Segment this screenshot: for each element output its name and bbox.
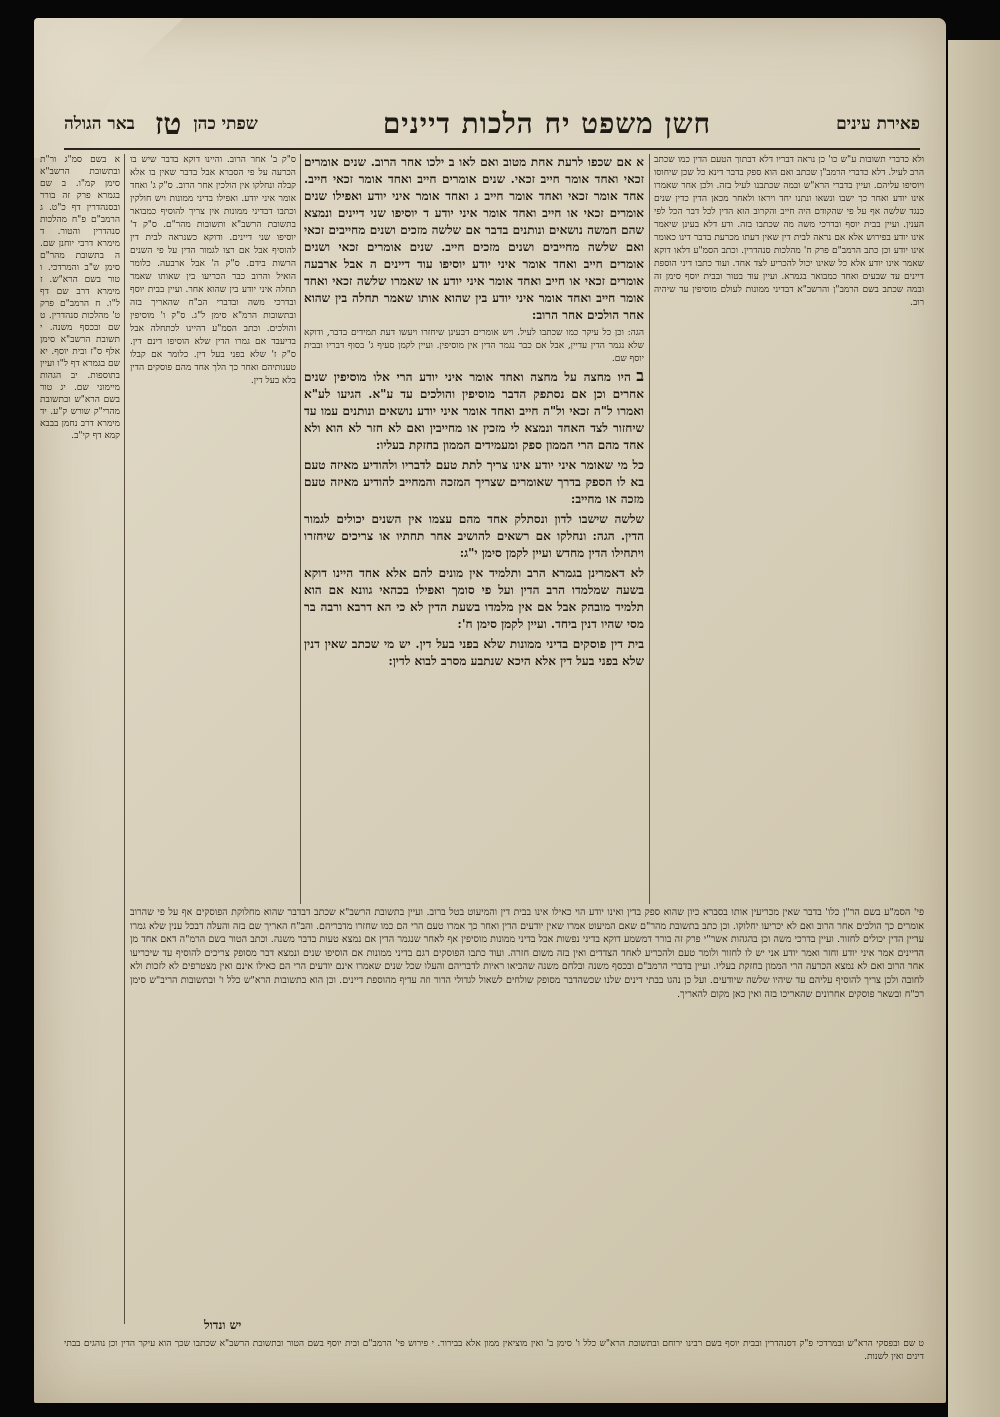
footnote-text: ט שם ובפסקי הרא"ש ובמרדכי פ"ק דסנהדרין ובבית יוסף בשם רבינו ירוחם ובתשובת הרא"ש כלל ו' סימן ב' ואין מוציאין ממון אלא בבירור. י פירוש פי' הרמב"ם ובית יוסף בשם הטור ובתשובת הרשב"א שכתבו שכך הוא עיקר הדין וכן נוהגים בבתי דינים ואין לשנות. bbox=[64, 1339, 924, 1362]
seif-g-text: כל מי שאומר איני יודע אינו צריך לתת טעם לדבריו ולהודיע מאיזה טעם בא לו הספק בדרך שאומרים שצריך המזכה והמחייב להודיע מאיזה טעם מזכה או מחייב: bbox=[304, 458, 644, 506]
beer-hagolah-column bbox=[40, 154, 120, 1314]
seif-v-text: בית דין פוסקים בדיני ממונות שלא בפני בעל דין. יש מי שכתב שאין דנין שלא בפני בעל דין אלא היכא שנתבע מסרב לבוא לדין: bbox=[304, 637, 644, 668]
lower-commentary-block bbox=[130, 906, 924, 1326]
bottom-footnote bbox=[64, 1338, 924, 1374]
main-text-opening: א אם שכפו לרעת אחת מטוב ואם לאו ב ילכו אחר הרוב. שנים אומרים זכאי ואחד אומר חייב זכאי. שנים אומרים חייב ואחד אומר זכאי חייב. אחד אומר זכאי ואחד אומר חייב ג ואחד אומר איני יודע ואפילו שנים אומרים זכאי או חייב ואחד אומר איני יודע ד יוסיפו שני דיינים ונמצא שהם חמשה נושאים ונותנים בדבר אם שלשה מזכים ושנים מחייבים זכאי ואם שלשה מחייבים ושנים מזכים חייב. שנים אומרים זכאי ושנים אומרים חייב ואחד אומר איני יודע יוסיפו עוד דיינים ה אבל ארבעה אומרים זכאי או חייב ואחד אומר איני יודע או שאמרו שלשה זכאי ואחד אומר חייב ואחד אומר איני יודע בין שהוא אותו שאמר תחלה בין שהוא אחר הולכים אחר הרוב: bbox=[304, 155, 644, 322]
marginal-title: באר הגולה bbox=[64, 114, 135, 134]
right-running-title: פאירת עינים bbox=[836, 114, 920, 134]
section-marker: יש ונדול bbox=[204, 1318, 242, 1332]
seif-letter: ב bbox=[636, 366, 644, 385]
left-title-group bbox=[64, 107, 258, 142]
main-text-column bbox=[304, 154, 644, 902]
hagah-gloss: הגה: וכן כל עיקר כמו שכתבו לעיל. ויש אומרים דבעינן שיחזרו ויעשו דעת תמידים בדבר, ודוקא שלא נגמר הדין עדיין, אבל אם כבר נגמר הדין אין מוסיפין. ועיין לקמן סעיף ג' בסוף דבריו ובבית יוסף שם. bbox=[304, 328, 644, 364]
right-commentary-column bbox=[654, 154, 924, 894]
center-running-title: חשן משפט יח הלכות דיינים bbox=[382, 107, 712, 140]
right-commentary-text: ולא כדברי תשובות ע"ש כו' כן נראה דבריו דלא דבתוך הטעם הדין כמו שכתב הרב לעיל. דלא כדברי הרמב"ן שכתב ואם הוא ספק בדבר דינא כל שכן שיחוסו ויוסיפו עליהם. ועיין בדברי הרא"ש ובמה שכתבנו לעיל בזה. ולכן אחר שאמרו אינו יודע ואחר כך ישבו ונשאו ונתנו יחד ויראו ולאחר מכאן הדין כדין שנים כנגד שלשה אף על פי שהקודם היה חייב והקרוב הוא הדין לכל דבר הכל לפי הענין. ועיין בבית יוסף ובדרכי משה מה שכתבו בזה. ודע דלא בעינן שיאמר אינו יודע בפירוש אלא אם נראה לבית דין שאין דעתו מכרעת בדבר דינו כאומר אינו יודע וכן כתב הרמב"ם פרק ח' מהלכות סנהדרין. וכתב הסמ"ע דלאו דוקא שאמר אינו יודע אלא כל שאינו יכול להכריע לצד אחד. ועוד כתבו דיני הוספת דיינים עד שבעים ואחד כמבואר בגמרא. ועיין עוד בטור ובבית יוסף סימן זה ובמה שכתב בשם הרמב"ן והרשב"א דבדיני ממונות לעולם מוסיפין עד שיהיה רוב. bbox=[654, 155, 924, 308]
lower-commentary-text: פי' הסמ"ע בשם הר"ן כלו' בדבר שאין מכריעין אותו בסברא כיון שהוא ספק בדין ואינו יודע הוי כאילו אינו בבית דין והמיעוט בטל ברוב. ועיין בתשובת הרשב"א שכתב דבדבר שהוא מחלוקת הפוסקים אף על פי שהרוב אומרים כך הולכים אחר הרוב ואם לא יכריעו יחלוקו. וכן כתב בתשובת מהר"ם שאם המיעוט אמרו שאין יודעים הדין ואחר כך אמרו טעם הרי הם כמו שחזרו מדבריהם. והב"ח האריך שם בזה והעלה דבכל ענין שלא גמרו עדיין הדין יכולים לחזור. ועיין בדרכי משה וכן בהגהות אשר"י פרק זה בורר דמשמע דוקא בדיני נפשות אבל בדיני ממונות מוסיפין אף לאחר שנגמר הדין אם נמצא טעות בדבר משנה. וכתב הטור בשם הרמ"ה דאם אחד מן הדיינים אמר איני יודע וחזר ואמר יודע אני יש לו לחזור ולומר טעם ולהכריע לאחד הצדדים ואין בזה משום חזרה. ועוד כתבו הפוסקים דגם בדיני ממונות אם הוסיפו שנים ונמצא דבר מסופק צריכים להוסיף עד שיכריעו אחר הרוב ואם לא נמצא הכרעה הרי הממון בחזקת בעליו. ועיין בדברי הרמב"ם ובכסף משנה ובלחם משנה שהביאו ראיות לדבריהם והעלו שכל שנים שאמרו אינם יודעים הרי הם כאילו אינם ואין מצטרפים לא לזכות ולא לחובה ולכן צריך להוסיף עליהם עד שיהיו שלשה שיודעים. ועל כן נהגו בבתי דינים שלנו שכשהדבר מסופק שולחים לשאול לגדולי הדור וזה עדיף מהוספת דיינים. וכן הוא בתשובות הרא"ש כלל ו' ובתשובות הריב"ש סימן רכ"ח ובשאר פוסקים אחרונים שהאריכו בזה ואין כאן מקום להאריך. bbox=[130, 907, 924, 1000]
document-page bbox=[34, 18, 946, 1403]
seif-b-text: היו מחצה על מחצה ואחד אומר איני יודע הרי אלו מוסיפין שנים אחרים וכן אם נסתפק הדבר מוסיפין והולכים עד ע"א. הגיעו לע"א ואמרו ל"ה זכאי ול"ה חייב ואחד אומר איני יודע נושאים ונותנים עמו עד שיחזור לצד האחד ונמצא לי מזכין או מחייבין ואם לא חזר לא הוא ולא אחד מהם הרי הממון ספק ומעמידים הממון בחזקת בעליו: bbox=[304, 370, 644, 452]
shach-commentary-column bbox=[130, 154, 296, 764]
column-divider bbox=[124, 154, 125, 1324]
shach-commentary-text: ס"ק ב' אחר הרוב. והיינו דוקא בדבר שיש בו הכרעה על פי הסברא אבל בדבר שאין בו אלא קבלה ונחלקו אין הולכין אחר הרוב. ס"ק ג' ואחד אומר איני יודע. ואפילו בדיני ממונות ויש חולקין וכתבו דבדיני ממונות אין צריך להוסיף כמבואר בתשובת הרשב"א ותשובות מהר"ם. ס"ק ד' יוסיפו שני דיינים. ודוקא כשנראה לבית דין להוסיף אבל אם רצו לגמור הדין על פי השנים הרשות בידם. ס"ק ה' אבל ארבעה. כלומר הואיל והרוב כבר הכריעו בין שאותו שאמר תחלה איני יודע בין שהוא אחר. ועיין בבית יוסף ובדרכי משה ובדברי הב"ח שהאריך בזה ובתשובות הרמ"א סימן ל"ג. ס"ק ו' מוסיפין והולכים. וכתב הסמ"ע דהיינו לכתחלה אבל בדיעבד אם גמרו הדין שלא הוסיפו דינם דין. ס"ק ז' שלא בפני בעל דין. כלומר אם קבלו טענותיהם ואחר כך הלך אחד מהם פוסקים הדין בלא בעל דין. bbox=[130, 155, 296, 386]
folio-number: טז bbox=[154, 106, 182, 142]
seif-h-text: לא דאמרינן בגמרא הרב ותלמיד אין מונים להם אלא אחד היינו דוקא בשעה שמלמדו הרב הדין ועל פי סומך ואפילו בכהאי גוונא אם הוא תלמיד מובהק אבל אם אין מלמדו בשעת הדין לא כי הא דרבא ורבה בר מסי שהיו דנין ביחד. ועיין לקמן סימן ח': bbox=[304, 566, 644, 631]
running-head bbox=[64, 100, 920, 150]
seif-d-text: שלשה שישבו לדון ונסתלק אחד מהם עצמו אין השנים יכולים לגמור הדין. הגה: ונחלקו אם רשאים להושיב אחר תחתיו או צריכים שיחזרו ויתחילו הדין מחדש ועיין לקמן סימן י"ג: bbox=[304, 512, 644, 560]
column-divider bbox=[649, 154, 650, 904]
column-divider bbox=[300, 154, 301, 904]
beer-hagolah-text: א בשם סמ"ג ור"ת ובתשובת הרשב"א סימן קמ"ו. ב שם בגמרא פרק זה בורר ובסנהדרין דף כ"ט. ג הרמב"ם פ"ח מהלכות סנהדרין והטור. ד מימרא דרבי יוחנן שם. ה בתשובת מהר"ם סימן ש"ב והמרדכי. ו טור בשם הרא"ש. ז מימרא דרב שם דף ל"ו. ח הרמב"ם פרק ט' מהלכות סנהדרין. ט שם ובכסף משנה. י תשובת הרשב"א סימן אלף ס"ז ובית יוסף. יא שם בגמרא דף ל"ו ועיין בתוספות. יב הגהות מיימוני שם. יג טור בשם הרא"ש ובתשובת מהרי"ק שורש ק"ע. יד מימרא דרב נחמן בבבא קמא דף קי"ב. bbox=[40, 155, 120, 441]
commentary-title: שפתי כהן bbox=[193, 114, 258, 134]
adjacent-page-edge bbox=[948, 40, 1000, 1417]
